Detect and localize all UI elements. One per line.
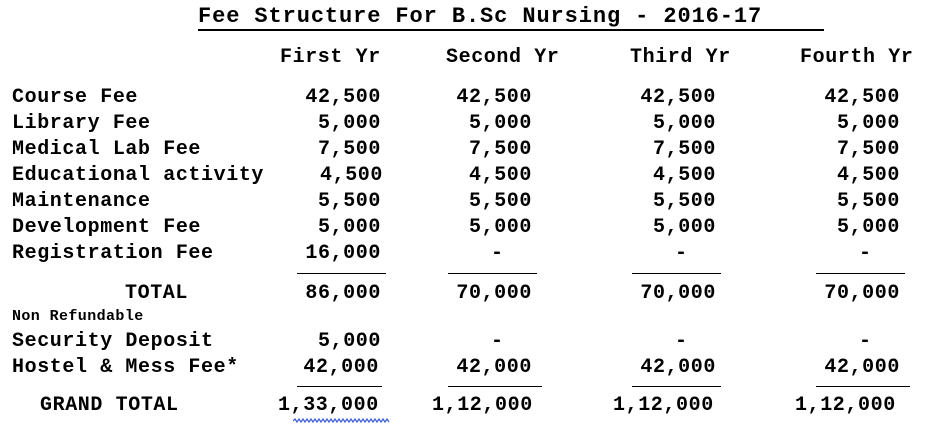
spellcheck-underline bbox=[293, 418, 391, 424]
title-underline bbox=[198, 29, 824, 31]
subtotal-rule bbox=[816, 273, 905, 274]
cell-value: 7,500 bbox=[836, 138, 900, 161]
row-label-registration-fee: Registration Fee bbox=[12, 242, 214, 265]
cell-value-dash: - bbox=[859, 330, 872, 353]
cell-value: 5,000 bbox=[317, 330, 381, 353]
row-label-library-fee: Library Fee bbox=[12, 112, 151, 135]
document-title: Fee Structure For B.Sc Nursing - 2016-17 bbox=[198, 4, 763, 29]
total-value: 70,000 bbox=[456, 282, 532, 305]
row-label-medical-lab-fee: Medical Lab Fee bbox=[12, 138, 202, 161]
cell-value: 4,500 bbox=[836, 164, 900, 187]
grand-total-rule bbox=[297, 386, 382, 387]
cell-value: 5,500 bbox=[317, 190, 381, 213]
cell-value: 42,500 bbox=[456, 86, 532, 109]
row-label-course-fee: Course Fee bbox=[12, 86, 139, 109]
row-label-educational-activity: Educational activity bbox=[12, 164, 265, 187]
cell-value: 42,000 bbox=[303, 356, 379, 379]
total-value: 70,000 bbox=[640, 282, 716, 305]
cell-value: 42,000 bbox=[456, 356, 532, 379]
cell-value-dash: - bbox=[491, 330, 504, 353]
subtotal-rule bbox=[448, 273, 537, 274]
cell-value: 42,500 bbox=[824, 86, 900, 109]
cell-value-dash: - bbox=[491, 242, 504, 265]
cell-value: 42,000 bbox=[824, 356, 900, 379]
total-value: 70,000 bbox=[824, 282, 900, 305]
cell-value: 5,000 bbox=[652, 216, 716, 239]
cell-value: 7,500 bbox=[652, 138, 716, 161]
cell-value-dash: - bbox=[675, 330, 688, 353]
row-label-hostel-mess-fee: Hostel & Mess Fee* bbox=[12, 356, 239, 379]
total-value: 86,000 bbox=[305, 282, 381, 305]
cell-value: 4,500 bbox=[468, 164, 532, 187]
grand-total-value: 1,12,000 bbox=[613, 394, 714, 417]
cell-value: 5,500 bbox=[836, 190, 900, 213]
total-label: TOTAL bbox=[125, 282, 189, 305]
grand-total-label: GRAND TOTAL bbox=[40, 394, 179, 417]
cell-value: 5,000 bbox=[317, 112, 381, 135]
cell-value: 7,500 bbox=[317, 138, 381, 161]
cell-value-dash: - bbox=[675, 242, 688, 265]
grand-total-value: 1,12,000 bbox=[795, 394, 896, 417]
grand-total-rule bbox=[448, 386, 542, 387]
subtotal-rule bbox=[632, 273, 721, 274]
cell-value: 42,500 bbox=[640, 86, 716, 109]
grand-total-rule bbox=[816, 386, 910, 387]
header-second-yr: Second Yr bbox=[446, 46, 560, 69]
cell-value: 5,000 bbox=[652, 112, 716, 135]
cell-value: 42,500 bbox=[305, 86, 381, 109]
cell-value: 5,000 bbox=[836, 112, 900, 135]
row-label-maintenance: Maintenance bbox=[12, 190, 151, 213]
header-first-yr: First Yr bbox=[280, 46, 381, 69]
header-fourth-yr: Fourth Yr bbox=[800, 46, 914, 69]
non-refundable-label: Non Refundable bbox=[12, 308, 144, 325]
cell-value: 16,000 bbox=[305, 242, 381, 265]
grand-total-value: 1,33,000 bbox=[278, 394, 379, 417]
row-label-development-fee: Development Fee bbox=[12, 216, 202, 239]
cell-value: 4,500 bbox=[319, 164, 383, 187]
row-label-security-deposit: Security Deposit bbox=[12, 330, 214, 353]
cell-value: 42,000 bbox=[640, 356, 716, 379]
cell-value: 5,000 bbox=[836, 216, 900, 239]
cell-value: 5,000 bbox=[468, 216, 532, 239]
grand-total-value: 1,12,000 bbox=[432, 394, 533, 417]
cell-value: 5,500 bbox=[468, 190, 532, 213]
cell-value: 4,500 bbox=[652, 164, 716, 187]
header-third-yr: Third Yr bbox=[630, 46, 731, 69]
cell-value: 5,000 bbox=[468, 112, 532, 135]
subtotal-rule bbox=[297, 273, 386, 274]
grand-total-rule bbox=[632, 386, 721, 387]
cell-value: 5,000 bbox=[317, 216, 381, 239]
cell-value: 7,500 bbox=[468, 138, 532, 161]
cell-value-dash: - bbox=[859, 242, 872, 265]
cell-value: 5,500 bbox=[652, 190, 716, 213]
